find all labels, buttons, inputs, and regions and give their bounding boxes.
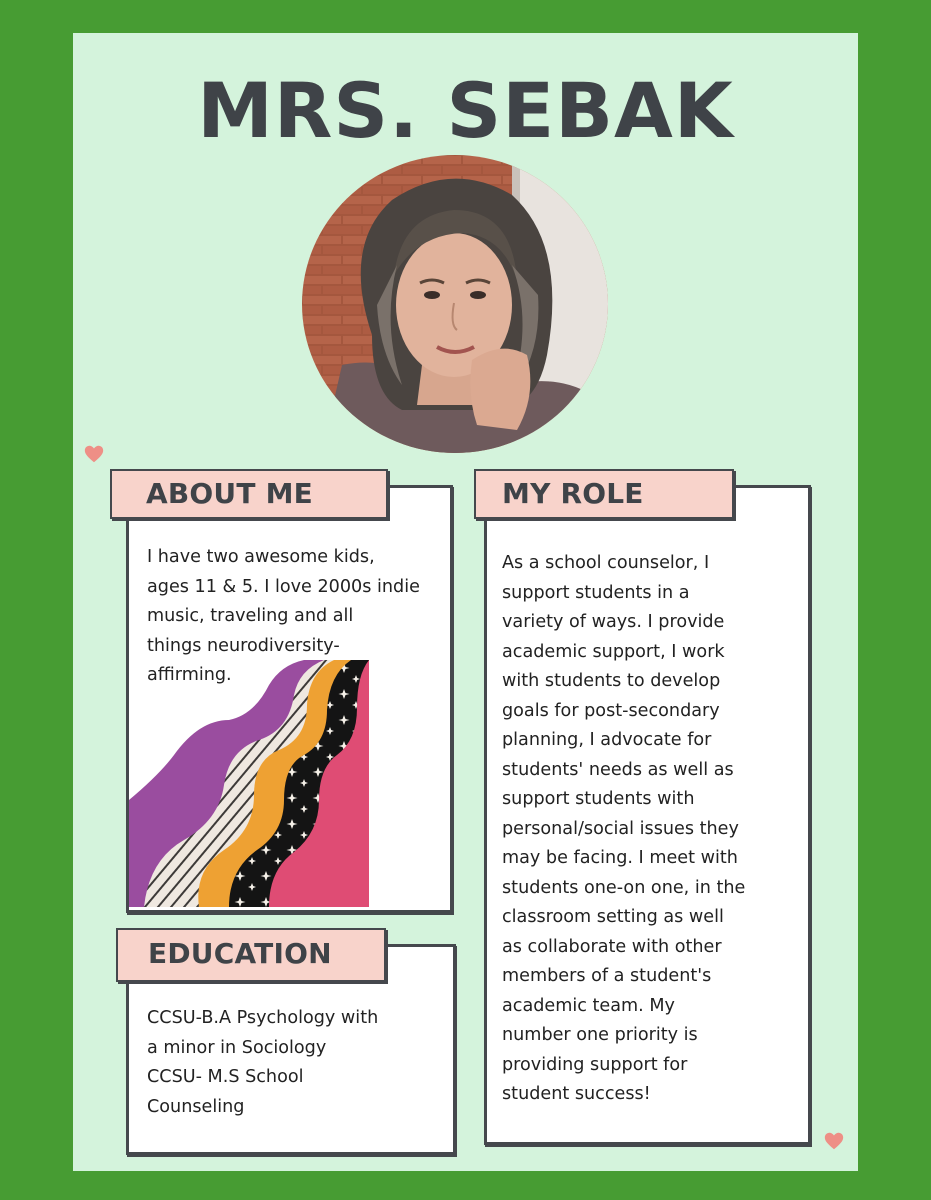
about-heading: ABOUT ME	[146, 477, 313, 510]
about-heading-label	[110, 469, 388, 519]
about-text: I have two awesome kids, ages 11 & 5. I love 2000s indie music, traveling and all things neurodiversity- affirming.	[147, 547, 420, 685]
wave-decoration	[129, 660, 369, 907]
education-text: CCSU-B.A Psychology with a minor in Sociology CCSU- M.S School Counseling	[147, 1008, 379, 1117]
page-title: MRS. SEBAK	[197, 66, 734, 155]
education-heading-label	[116, 928, 386, 982]
heart-icon	[83, 443, 105, 465]
portrait-photo	[302, 155, 608, 453]
profile-page	[73, 33, 858, 1171]
role-heading: MY ROLE	[502, 477, 644, 510]
role-text: As a school counselor, I support students in a variety of ways. I provide academic support, I work with students to develop goals for post-secondary planning, I advocate for students' needs as well as support students with personal/social issues they may be facing. I meet with students one-on one, in the classroom setting as well as collaborate with other members of a student's academic team. My number one priority is providing support for student success!	[502, 553, 746, 1104]
education-heading: EDUCATION	[148, 937, 332, 970]
role-heading-label	[474, 469, 734, 519]
heart-icon	[823, 1130, 845, 1152]
